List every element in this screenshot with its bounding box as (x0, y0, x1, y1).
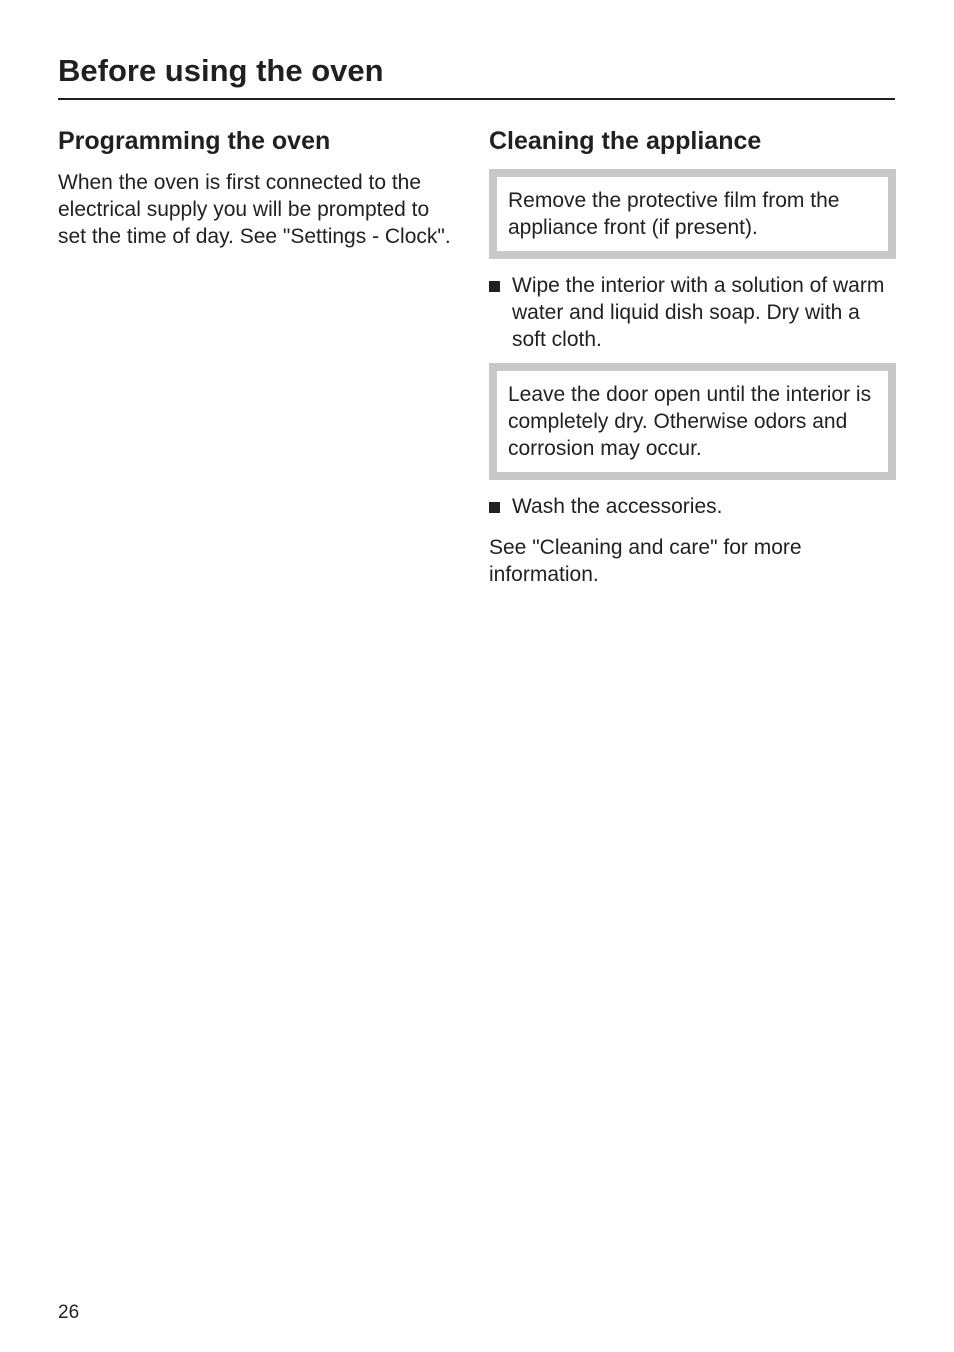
cleaning-section (489, 124, 896, 588)
list-item-text: Wash the accessories. (512, 495, 723, 518)
notice-text-door-open: Leave the door open until the interior is completely dry. Otherwise odors and corrosion may occur. (508, 383, 872, 460)
bullet-square-icon (489, 502, 500, 513)
notice-text-protective-film: Remove the protective film from the appliance front (if present). (508, 189, 840, 239)
programming-section (58, 124, 458, 250)
programming-heading: Programming the oven (58, 127, 331, 155)
cleaning-care-reference: See "Cleaning and care" for more information. (489, 536, 802, 586)
programming-paragraph: When the oven is first connected to the electrical supply you will be prompted to set the time of day. See "Settings - Clock". (58, 171, 451, 248)
list-item-text: Wipe the interior with a solution of warm water and liquid dish soap. Dry with a soft cloth. (512, 274, 885, 351)
list-item-wipe-interior (489, 272, 896, 353)
page-number: 26 (58, 1302, 80, 1323)
cleaning-heading: Cleaning the appliance (489, 127, 762, 155)
bullet-square-icon (489, 281, 500, 292)
title-divider (58, 98, 895, 100)
notice-box-door-open (489, 363, 896, 480)
list-item-wash-accessories (489, 493, 896, 520)
page-title: Before using the oven (58, 53, 384, 88)
notice-box-protective-film (489, 169, 896, 259)
